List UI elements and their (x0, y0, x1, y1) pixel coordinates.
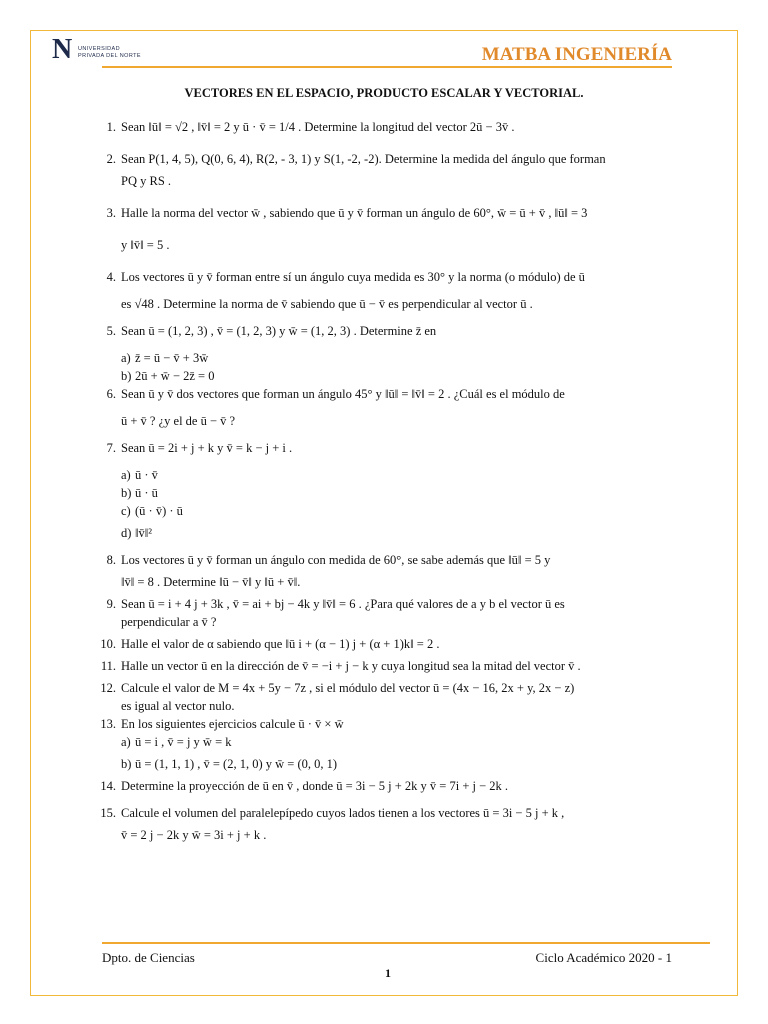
exercise-text-continued: es igual al vector nulo. (121, 699, 235, 713)
exercise-2 (92, 150, 682, 190)
exercise-5 (92, 322, 682, 385)
document-title: VECTORES EN EL ESPACIO, PRODUCTO ESCALAR Y VECTORIAL. (184, 86, 584, 100)
exercise-1 (92, 118, 682, 136)
sub-text: ‖v̄‖² (135, 526, 153, 540)
exercise-number: 15. (100, 806, 116, 820)
exercise-text: Los vectores ū y v̄ forman entre sí un ángulo cuya medida es 30° y la norma (o módulo) de ū (121, 270, 585, 284)
exercise-number: 7. (106, 441, 116, 455)
exercise-text: Sean ‖ū‖ = √2 , ‖v̄‖ = 2 y ū · v̄ = 1/4 . Determine la longitud del vector 2ū − 3v̄ . (121, 120, 515, 134)
footer-term: Ciclo Académico 2020 - 1 (535, 950, 672, 965)
exercise-9 (92, 595, 682, 631)
exercise-number: 14. (100, 779, 116, 793)
exercise-number: 12. (100, 681, 116, 695)
exercise-number: 11. (100, 659, 116, 673)
exercise-text: Sean ū = (1, 2, 3) , v̄ = (1, 2, 3) y w̄ = (1, 2, 3) . Determine z̄ en (121, 324, 437, 338)
sub-item (121, 466, 682, 484)
sub-item (121, 755, 682, 773)
exercise-10 (92, 635, 682, 653)
page-number: 1 (385, 966, 391, 980)
exercise-number: 3. (106, 206, 116, 220)
exercise-text: Sean ū = 2i + j + k y v̄ = k − j + i . (121, 441, 293, 455)
logo-line-2: PRIVADA DEL NORTE (78, 53, 141, 59)
exercise-14 (92, 777, 682, 795)
logo-line-1: UNIVERSIDAD (78, 46, 120, 52)
logo-text (78, 46, 141, 60)
exercise-text-continued: perpendicular a v̄ ? (121, 615, 217, 629)
exercise-number: 8. (106, 553, 116, 567)
exercise-text: Determine la proyección de ū en v̄ , donde ū = 3i − 5 j + 2k y v̄ = 7i + j − 2k . (121, 779, 509, 793)
exercise-text-continued: ū + v̄ ? ¿y el de ū − v̄ ? (121, 414, 236, 428)
exercise-number: 2. (106, 152, 116, 166)
exercise-3 (92, 204, 682, 254)
sub-text: ū · v̄ (135, 468, 158, 482)
exercise-text: Calcule el volumen del paralelepípedo cuyos lados tienen a los vectores ū = 3i − 5 j + k , (121, 806, 565, 820)
exercise-6 (92, 385, 682, 430)
exercise-8 (92, 551, 682, 591)
sub-label: a) (121, 735, 131, 749)
exercise-number: 1. (106, 120, 116, 134)
exercise-15 (92, 804, 682, 844)
sub-item (121, 349, 682, 367)
exercise-number: 5. (106, 324, 116, 338)
sub-text: z̄ = ū − v̄ + 3w̄ (135, 351, 209, 365)
exercise-13 (92, 715, 682, 773)
sub-text: ū = (1, 1, 1) , v̄ = (2, 1, 0) y w̄ = (0, 0, 1) (135, 757, 338, 771)
sub-text: ū · ū (135, 486, 158, 500)
exercise-text: En los siguientes ejercicios calcule ū · v̄ × w̄ (121, 717, 344, 731)
exercise-text: Halle el valor de α sabiendo que ‖ū i + (α − 1) j + (α + 1)k‖ = 2 . (121, 637, 440, 651)
exercise-number: 4. (106, 270, 116, 284)
sub-text: ū = i , v̄ = j y w̄ = k (135, 735, 232, 749)
sub-label: d) (121, 526, 132, 540)
sub-label: a) (121, 468, 131, 482)
exercise-number: 9. (106, 597, 116, 611)
sub-label: b) (121, 486, 132, 500)
exercise-text: Sean P(1, 4, 5), Q(0, 6, 4), R(2, - 3, 1) y S(1, -2, -2). Determine la medida del ángulo que forman (121, 152, 606, 166)
sub-text: 2ū + w̄ − 2z̄ = 0 (135, 369, 215, 383)
exercise-text-continued: y ‖v̄‖ = 5 . (121, 238, 170, 252)
exercise-text-continued: v̄ = 2 j − 2k y w̄ = 3i + j + k . (121, 828, 267, 842)
sub-label: a) (121, 351, 131, 365)
exercise-4 (92, 268, 682, 313)
university-logo (52, 36, 162, 68)
exercise-text-continued: es √48 . Determine la norma de v̄ sabiendo que ū − v̄ es perpendicular al vector ū . (121, 297, 533, 311)
sub-item (121, 367, 682, 385)
header-divider (102, 66, 672, 68)
footer-divider (102, 942, 710, 944)
sub-label: c) (121, 504, 131, 518)
exercise-text: Halle la norma del vector w̄ , sabiendo que ū y v̄ forman un ángulo de 60°, w̄ = ū + v̄ , ‖ū‖ = 3 (121, 206, 588, 220)
sub-label: b) (121, 369, 132, 383)
exercise-12 (92, 679, 682, 715)
exercise-text: Halle un vector ū en la dirección de v̄ = −i + j − k y cuya longitud sea la mitad del vector v̄ . (121, 659, 581, 673)
sub-item (121, 733, 682, 751)
exercise-text: Los vectores ū y v̄ forman un ángulo con medida de 60°, se sabe además que ‖ū‖ = 5 y (121, 553, 551, 567)
exercise-7 (92, 439, 682, 542)
sub-text: (ū · v̄) · ū (135, 504, 183, 518)
exercise-text-continued: ‖v̄‖ = 8 . Determine ‖ū − v̄‖ y ‖ū + v̄‖. (121, 575, 301, 589)
exercise-text: Calcule el valor de M = 4x + 5y − 7z , si el módulo del vector ū = (4x − 16, 2x + y, 2x − z) (121, 681, 575, 695)
exercise-text: Sean ū = i + 4 j + 3k , v̄ = ai + bj − 4k y ‖v̄‖ = 6 . ¿Para qué valores de a y b el vector ū es (121, 597, 565, 611)
exercise-list (92, 118, 682, 844)
sub-label: b) (121, 757, 132, 771)
sub-item (121, 524, 682, 542)
sub-item (121, 484, 682, 502)
footer-department: Dpto. de Ciencias (102, 950, 195, 965)
sub-item (121, 502, 682, 520)
logo-letter: N (52, 34, 73, 65)
exercise-number: 6. (106, 387, 116, 401)
exercise-11 (92, 657, 682, 675)
exercise-number: 10. (100, 637, 116, 651)
exercise-text-continued: PQ y RS . (121, 174, 172, 188)
exercise-text: Sean ū y v̄ dos vectores que forman un ángulo 45° y ‖ū‖ = ‖v̄‖ = 2 . ¿Cuál es el módulo de (121, 387, 565, 401)
exercise-number: 13. (100, 717, 116, 731)
brand-title: MATBA INGENIERÍA (481, 44, 672, 65)
